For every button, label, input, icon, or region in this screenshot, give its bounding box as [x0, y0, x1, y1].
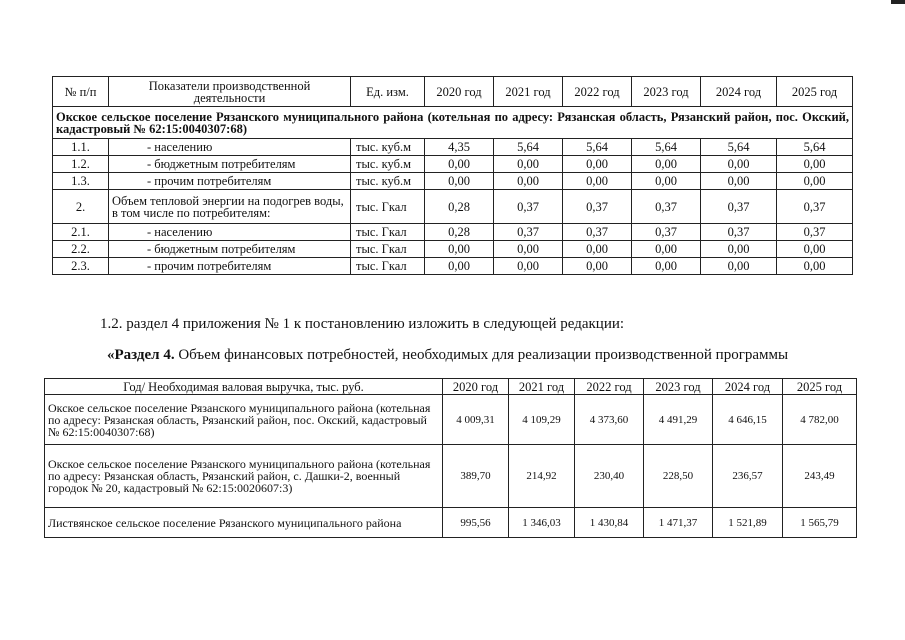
row-unit: тыс. куб.м: [351, 173, 425, 190]
header-year: 2022 год: [575, 379, 644, 395]
header-unit: Ед. изм.: [351, 77, 425, 107]
row-indicator: - прочим потребителям: [109, 258, 351, 275]
row-unit: тыс. Гкал: [351, 190, 425, 224]
row-num: 1.2.: [53, 156, 109, 173]
header-year: 2025 год: [783, 379, 857, 395]
row-indicator: - бюджетным потребителям: [109, 156, 351, 173]
row-label: Окское сельское поселение Рязанского муниципального района (котельная по адресу: Рязанская область, Рязанский район, пос. Окский, кадастровый № 62:15:0040307:68): [45, 395, 443, 445]
section-4-prefix: «Раздел 4.: [107, 347, 175, 363]
row-value: 0,00: [632, 156, 701, 173]
row-value: 4 009,31: [443, 395, 509, 445]
row-value: 1 346,03: [509, 508, 575, 538]
row-value: 0,37: [777, 224, 853, 241]
row-value: 0,37: [563, 190, 632, 224]
row-value: 4 646,15: [713, 395, 783, 445]
row-unit: тыс. куб.м: [351, 156, 425, 173]
row-value: 0,00: [494, 258, 563, 275]
row-value: 0,00: [425, 173, 494, 190]
row-value: 230,40: [575, 445, 644, 508]
row-value: 0,28: [425, 224, 494, 241]
header-year: 2024 год: [701, 77, 777, 107]
header-indicator: Показатели производственной деятельности: [109, 77, 351, 107]
row-value: 5,64: [632, 139, 701, 156]
row-label: Листвянское сельское поселение Рязанского муниципального района: [45, 508, 443, 538]
row-value: 5,64: [777, 139, 853, 156]
row-value: 0,37: [494, 224, 563, 241]
table-row: [45, 445, 857, 508]
row-value: 5,64: [563, 139, 632, 156]
row-value: 0,00: [425, 156, 494, 173]
row-value: 0,37: [701, 190, 777, 224]
header-year: 2024 год: [713, 379, 783, 395]
row-value: 0,00: [777, 241, 853, 258]
row-indicator: - бюджетным потребителям: [109, 241, 351, 258]
row-value: 389,70: [443, 445, 509, 508]
row-value: 243,49: [783, 445, 857, 508]
row-value: 4 109,29: [509, 395, 575, 445]
row-num: 1.1.: [53, 139, 109, 156]
row-value: 1 565,79: [783, 508, 857, 538]
header-num: № п/п: [53, 77, 109, 107]
row-value: 0,00: [425, 241, 494, 258]
table-row: [53, 173, 853, 190]
production-indicators-table: [52, 76, 853, 275]
table-row: [53, 258, 853, 275]
row-value: 0,37: [494, 190, 563, 224]
table-row: [45, 508, 857, 538]
row-value: 1 430,84: [575, 508, 644, 538]
header-year: 2021 год: [509, 379, 575, 395]
table1-header-row: [53, 77, 853, 107]
row-num: 1.3.: [53, 173, 109, 190]
row-value: 4 491,29: [644, 395, 713, 445]
row-value: 0,00: [632, 173, 701, 190]
row-value: 0,00: [563, 156, 632, 173]
header-year: 2021 год: [494, 77, 563, 107]
header-year: 2025 год: [777, 77, 853, 107]
row-value: 0,00: [701, 258, 777, 275]
row-value: 0,00: [701, 173, 777, 190]
row-value: 1 471,37: [644, 508, 713, 538]
row-value: 0,00: [563, 258, 632, 275]
row-value: 0,37: [777, 190, 853, 224]
table-row: [45, 395, 857, 445]
row-value: 0,37: [632, 190, 701, 224]
row-unit: тыс. куб.м: [351, 139, 425, 156]
row-value: 0,00: [563, 241, 632, 258]
section-title: Окское сельское поселение Рязанского муниципального района (котельная по адресу: Рязанская область, Рязанский район, пос. Окский, кадастровый № 62:15:0040307:68): [53, 107, 853, 139]
table-row: [53, 241, 853, 258]
row-indicator: - прочим потребителям: [109, 173, 351, 190]
row-label: Окское сельское поселение Рязанского муниципального района (котельная по адресу: Рязанская область, Рязанский район, с. Дашки-2, военный городок № 20, кадастровый № 62:15:0020607:3): [45, 445, 443, 508]
row-value: 0,28: [425, 190, 494, 224]
row-value: 1 521,89: [713, 508, 783, 538]
table-row: [53, 224, 853, 241]
row-value: 0,00: [777, 173, 853, 190]
row-num: 2.2.: [53, 241, 109, 258]
row-num: 2.3.: [53, 258, 109, 275]
row-unit: тыс. Гкал: [351, 258, 425, 275]
table-row: [53, 139, 853, 156]
row-value: 0,00: [632, 258, 701, 275]
row-value: 0,00: [494, 156, 563, 173]
row-value: 995,56: [443, 508, 509, 538]
financial-needs-table: [44, 378, 857, 538]
row-value: 0,00: [494, 173, 563, 190]
row-value: 236,57: [713, 445, 783, 508]
row-indicator: - населению: [109, 139, 351, 156]
row-unit: тыс. Гкал: [351, 241, 425, 258]
row-value: 0,00: [701, 241, 777, 258]
row-value: 5,64: [494, 139, 563, 156]
header-year: 2020 год: [425, 77, 494, 107]
row-value: 0,37: [701, 224, 777, 241]
row-value: 4,35: [425, 139, 494, 156]
row-value: 214,92: [509, 445, 575, 508]
row-value: 0,00: [425, 258, 494, 275]
section-4-text: Объем финансовых потребностей, необходимых для реализации производственной программы: [174, 347, 789, 363]
row-value: 0,00: [777, 156, 853, 173]
row-value: 0,00: [494, 241, 563, 258]
row-value: 0,00: [632, 241, 701, 258]
row-num: 2.: [53, 190, 109, 224]
row-num: 2.1.: [53, 224, 109, 241]
table-row: [53, 190, 853, 224]
header-year: 2023 год: [644, 379, 713, 395]
header-year: 2023 год: [632, 77, 701, 107]
table-row: [53, 156, 853, 173]
row-indicator: Объем тепловой энергии на подогрев воды, в том числе по потребителям:: [109, 190, 351, 224]
row-value: 0,00: [563, 173, 632, 190]
row-value: 228,50: [644, 445, 713, 508]
paragraph-1-2: 1.2. раздел 4 приложения № 1 к постановлению изложить в следующей редакции:: [100, 316, 625, 332]
section-4-heading: [107, 347, 788, 364]
row-value: 0,37: [563, 224, 632, 241]
header-year: 2020 год: [443, 379, 509, 395]
row-unit: тыс. Гкал: [351, 224, 425, 241]
row-indicator: - населению: [109, 224, 351, 241]
header-year: 2022 год: [563, 77, 632, 107]
row-value: 0,00: [777, 258, 853, 275]
row-value: 5,64: [701, 139, 777, 156]
row-value: 4 782,00: [783, 395, 857, 445]
row-value: 4 373,60: [575, 395, 644, 445]
scan-corner-mark: [891, 0, 905, 4]
row-value: 0,37: [632, 224, 701, 241]
header-label: Год/ Необходимая валовая выручка, тыс. руб.: [45, 379, 443, 395]
table2-header-row: [45, 379, 857, 395]
row-value: 0,00: [701, 156, 777, 173]
